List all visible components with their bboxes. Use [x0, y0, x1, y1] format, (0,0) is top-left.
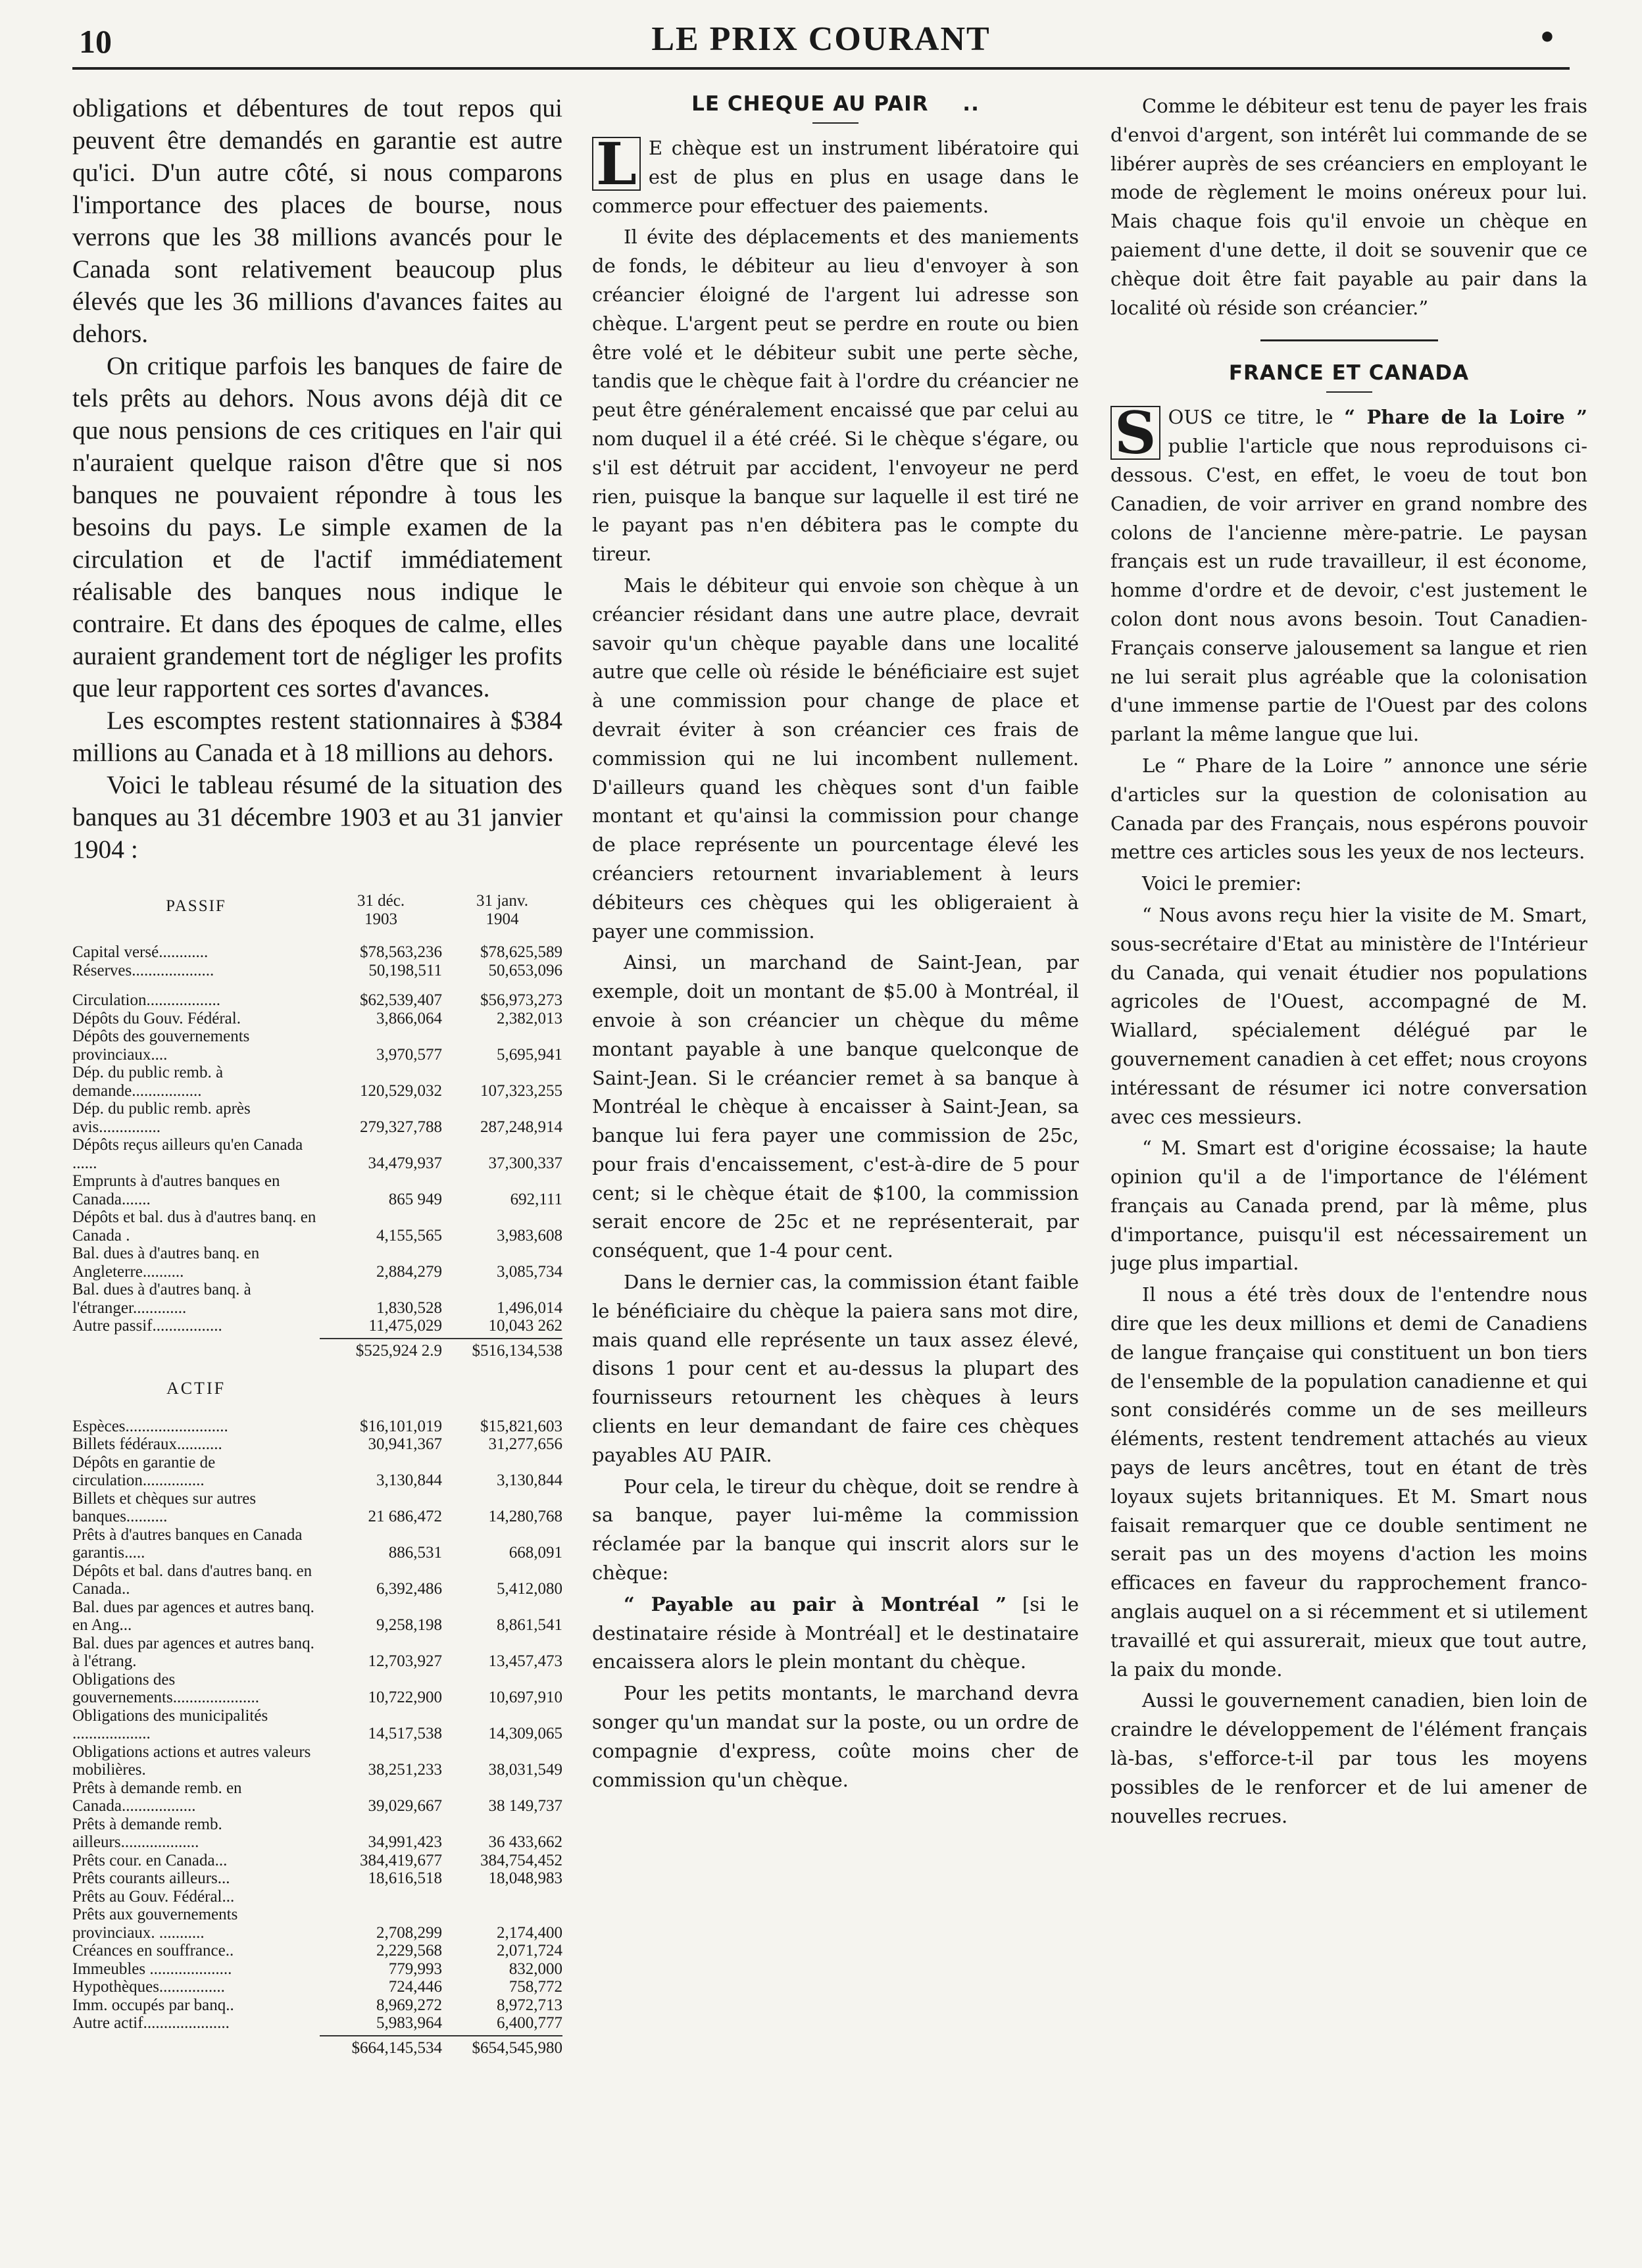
row-value-1903: 886,531: [388, 1544, 442, 1562]
row-value-1904: 36 433,662: [488, 1833, 562, 1851]
table-row: [72, 1208, 562, 1245]
row-label: Dépôts des gouvernements provinciaux....: [72, 1027, 250, 1064]
row-label: Autre actif.....................: [72, 2014, 230, 2032]
actif-total-1904: $654,545,980: [472, 2038, 562, 2057]
row-value-1904: $56,973,273: [480, 991, 562, 1009]
table-row: [72, 943, 562, 962]
col2-first-paragraph-text: E chèque est un instrument libératoire qui est de plus en plus en usage dans le commerce pour effectuer des paiements.: [592, 137, 1079, 217]
row-label: Prêts aux gouvernements provinciaux. ...........: [72, 1906, 238, 1942]
table-row: [72, 1317, 562, 1335]
table-row: [72, 1010, 562, 1028]
table-row: [72, 1978, 562, 1996]
heading-cheque-dots: ..: [962, 92, 980, 116]
row-label: Emprunts à d'autres banques en Canada.......: [72, 1172, 280, 1208]
row-label: Prêts à demande remb. en Canada..................: [72, 1779, 242, 1815]
row-value-1904: 10,043 262: [488, 1317, 562, 1335]
row-label: Dépôts et bal. dans d'autres banq. en Canada..: [72, 1562, 312, 1598]
row-value-1904: 38 149,737: [488, 1797, 562, 1815]
row-value-1903: $62,539,407: [360, 991, 442, 1009]
row-value-1903: 2,708,299: [376, 1923, 442, 1942]
col2-first-paragraph: [592, 130, 1079, 220]
table-row: [72, 1245, 562, 1281]
column-3: [1110, 92, 1587, 1833]
actif-title: ACTIF: [166, 1379, 226, 1398]
row-value-1904: $78,625,589: [480, 943, 562, 961]
row-label: Hypothèques................: [72, 1978, 225, 1996]
col1-paragraph-4: Voici le tableau résumé de la situation des banques au 31 décembre 1903 et au 31 janvier 1904 :: [72, 770, 562, 864]
row-value-1903: 2,884,279: [376, 1262, 442, 1281]
row-value-1904: 5,695,941: [497, 1045, 562, 1064]
row-label: Bal. dues par agences et autres banq. à l'étrang.: [72, 1634, 314, 1670]
row-value-1903: 279,327,788: [360, 1118, 442, 1136]
row-value-1904: 14,309,065: [488, 1725, 562, 1742]
col3-paragraph: Le “ Phare de la Loire ” annonce une série d'articles sur la question de colonisation au Canada par des Français, nous espérons pouvoir mettre ces articles sous les yeux de nos lecteurs.: [1110, 754, 1587, 864]
row-label: Espèces.........................: [72, 1417, 228, 1435]
table-row: [72, 1779, 562, 1815]
row-label: Dép. du public remb. après avis...............: [72, 1100, 251, 1136]
row-label: Dépôts en garantie de circulation...............: [72, 1453, 216, 1489]
table-row: [72, 1743, 562, 1779]
table-row: [72, 1888, 562, 1906]
table-row: [72, 962, 562, 980]
table-row: [72, 1815, 562, 1852]
table-row: [72, 1942, 562, 1960]
actif-rows: [72, 1418, 562, 2033]
row-value-1904: 10,697,910: [488, 1689, 562, 1706]
row-value-1903: 12,703,927: [368, 1652, 442, 1670]
row-value-1904: 384,754,452: [480, 1851, 562, 1869]
row-value-1903: 11,475,029: [368, 1317, 442, 1335]
col3-paragraph: Il nous a été très doux de l'entendre nous dire que les deux millions et demi de Canadiens de langue française qui constituent un bon tiers de l'ensemble de la population canadienne et qui sont considérés comme un de ses meilleurs éléments, restent tendrement attachés au vieux pays de leurs ancêtres, tout en étant de très loyaux sujets britanniques. Et M. Smart nous faisait remarquer que ce double sentiment ne serait pas un des moyens d'action les moins efficaces en faveur du rapprochement franco-anglais auquel on a si récemment et si utilement travaillé et qui assurerait, mieux que tout autre, la paix du monde.: [1110, 1283, 1587, 1681]
row-label: Dépôts et bal. dus à d'autres banq. en Canada .: [72, 1208, 316, 1245]
article-separator: [1260, 339, 1438, 341]
table-row: [72, 1996, 562, 2015]
table-row: [72, 1635, 562, 1671]
table-row: [72, 1281, 562, 1317]
row-label: Bal. dues par agences et autres banq. en Ang...: [72, 1598, 314, 1634]
table-row: [72, 991, 562, 1010]
col2-paragraph: Il évite des déplacements et des maniements de fonds, le débiteur au lieu d'envoyer à son créancier éloigné de l'argent lui adresse son chèque. L'argent peut se perdre en route ou bien être volé et le débiteur subit une perte sèche, tandis que le chèque fait à l'ordre du créancier ne peut être généralement encaissé que par celui au nom duquel il a été créé. Si le chèque s'égare, ou s'il est détruit par accident, l'envoyeur ne perd rien, puisque la banque sur laquelle il est tiré ne le payant pas n'en débitera pas le compte du tireur.: [592, 226, 1079, 566]
row-label: Capital versé............: [72, 943, 209, 961]
row-value-1903: 18,616,518: [368, 1869, 442, 1887]
column-2: [592, 92, 1079, 1797]
row-value-1904: 50,653,096: [488, 961, 562, 979]
column-header-1903: 31 déc. 1903: [357, 892, 405, 928]
table-row: [72, 1707, 562, 1743]
table-row: [72, 1172, 562, 1208]
col1-paragraph-3: Les escomptes restent stationnaires à $384 millions au Canada et à 18 millions au dehors.: [72, 706, 562, 767]
heading-cheque-text: LE CHEQUE AU PAIR: [691, 92, 929, 116]
row-value-1904: 5,412,080: [497, 1580, 562, 1598]
col3-paragraph: Aussi le gouvernement canadien, bien loin de craindre le développement de l'élément français là-bas, s'efforce-t-il par tous les moyens possibles de le renforcer et de lui amener de nouvelles recrues.: [1110, 1689, 1587, 1827]
row-value-1904: 8,861,541: [497, 1616, 562, 1634]
table-row: [72, 1027, 562, 1064]
row-value-1903: 120,529,032: [360, 1081, 442, 1100]
row-label: Bal. dues à d'autres banq. en Angleterre..........: [72, 1245, 260, 1281]
row-label: Billets fédéraux...........: [72, 1435, 222, 1453]
row-value-1904: 692,111: [510, 1190, 562, 1208]
row-value-1904: 6,400,777: [497, 2014, 562, 2032]
row-value-1904: $15,821,603: [480, 1417, 562, 1435]
intro-text-after: publie l'article que nous reproduisons ci-dessous. C'est, en effet, le voeu de tout bon Canadien, de voir arriver en grand nombre des colons de l'ancienne mère-patrie. Le paysan français est un rude travailleur, il est économe, homme d'ordre et de devoir, c'est justement le colon dont nous avons besoin. Tout Canadien-Français conserve jalousement sa langue et rien ne lui serait plus agréable que la colonisation d'une immense partie de l'Ouest par des colons parlant la même langue que lui.: [1110, 435, 1587, 746]
col3-paragraph: “ Nous avons reçu hier la visite de M. Smart, sous-secrétaire d'Etat au ministère de l'Intérieur du Canada, qui venait étudier nos populations agricoles de l'Ouest, accompagné de M. Wiallard, spécialement délégué par le gouvernement canadien à cet effet; nous croyons intéressant de résumer ici notre conversation avec ces messieurs.: [1110, 903, 1587, 1128]
row-value-1903: 34,479,937: [368, 1154, 442, 1172]
row-label: Dépôts du Gouv. Fédéral.: [72, 1009, 241, 1027]
row-value-1903: 38,251,233: [368, 1761, 442, 1779]
row-value-1903: 21 686,472: [368, 1508, 442, 1525]
row-value-1903: 8,969,272: [376, 1996, 442, 2014]
intro-text-before: OUS ce titre, le: [1168, 406, 1345, 429]
row-value-1904: 1,496,014: [497, 1298, 562, 1317]
row-label: Obligations actions et autres valeurs mobilières.: [72, 1742, 311, 1779]
heading-rule: [812, 122, 858, 124]
row-value-1904: 2,071,724: [497, 1942, 562, 1960]
col2-last-paragraph: Pour les petits montants, le marchand devra songer qu'un mandat sur la poste, ou un ordre de compagnie d'express, coûte moins cher de commission qu'un chèque.: [592, 1682, 1079, 1791]
row-value-1903: 30,941,367: [368, 1435, 442, 1453]
row-value-1903: 5,983,964: [376, 2014, 442, 2032]
row-value-1903: 3,866,064: [376, 1009, 442, 1027]
table-row: [72, 1136, 562, 1172]
row-value-1904: 3,983,608: [497, 1226, 562, 1245]
row-value-1904: 31,277,656: [488, 1435, 562, 1453]
col2-paragraph: Mais le débiteur qui envoie son chèque à un créancier résidant dans une autre place, devrait savoir qu'un chèque payable dans une localité autre que celle où réside le bénéficiaire est sujet à une commission pour change de place et devrait éviter à son créancier ces frais de commission qui ne lui incombent nullement. D'ailleurs quand les chèques sont d'un faible montant et qu'ainsi la commission pour change de place représente un pourcentage élevé les créanciers retournent invariablement à leurs débiteurs ces chèques qui les obligeraient à payer une commission.: [592, 574, 1079, 943]
row-value-1903: 1,830,528: [376, 1298, 442, 1317]
row-value-1904: 14,280,768: [488, 1508, 562, 1525]
row-label: Dép. du public remb. à demande.................: [72, 1064, 224, 1100]
row-value-1903: 2,229,568: [376, 1942, 442, 1960]
row-value-1903: 3,970,577: [376, 1045, 442, 1064]
row-label: Billets et chèques sur autres banques..........: [72, 1489, 257, 1525]
row-value-1904: 287,248,914: [480, 1118, 562, 1136]
header-mark: •: [1537, 21, 1556, 55]
row-value-1904: 2,382,013: [497, 1009, 562, 1027]
row-value-1904: 8,972,713: [497, 1996, 562, 2014]
row-value-1903: 10,722,900: [368, 1689, 442, 1706]
table-row: [72, 1906, 562, 1942]
row-value-1903: 9,258,198: [376, 1616, 442, 1634]
col3-paragraph: “ M. Smart est d'origine écossaise; la haute opinion qu'il a de l'importance de l'élément français au Canada prend, par là même, plus d'importance, puisqu'il est nécessairement un juge plus impartial.: [1110, 1137, 1587, 1275]
table-row: [72, 1100, 562, 1136]
row-label: Prêts au Gouv. Fédéral...: [72, 1887, 235, 1906]
row-gap: [72, 979, 562, 991]
row-label: Prêts cour. en Canada...: [72, 1851, 228, 1869]
table-row: [72, 1869, 562, 1888]
col2-quote-paragraph: [592, 1590, 1079, 1677]
phare-de-la-loire-name: “ Phare de la Loire ”: [1344, 406, 1587, 429]
col3-intro-paragraph: [1110, 399, 1587, 749]
table-row: [72, 1454, 562, 1490]
row-label: Obligations des gouvernements.....................: [72, 1670, 259, 1706]
row-label: Prêts courants ailleurs...: [72, 1869, 230, 1887]
row-value-1903: 724,446: [388, 1978, 442, 1996]
table-row: [72, 1852, 562, 1870]
row-value-1904: 3,130,844: [497, 1471, 562, 1489]
row-value-1903: 779,993: [388, 1960, 442, 1978]
table-row: [72, 1960, 562, 1979]
row-value-1904: 37,300,337: [488, 1154, 562, 1172]
row-label: Imm. occupés par banq..: [72, 1996, 234, 2014]
row-value-1904: 18,048,983: [488, 1869, 562, 1887]
row-label: Immeubles ....................: [72, 1960, 232, 1978]
heading-rule: [1326, 391, 1372, 393]
col2-paragraph: Dans le dernier cas, la commission étant faible le bénéficiaire du chèque la paiera sans mot dire, mais quand elle représente un taux assez élevé, disons 1 pour cent et au-dessus la plupart des fournisseurs retournent les chèques à leurs clients en leur demandant de faire ces chèques payables AU PAIR.: [592, 1271, 1079, 1466]
table-row: [72, 1490, 562, 1526]
table-row: [72, 1562, 562, 1598]
row-value-1903: $16,101,019: [360, 1417, 442, 1435]
passif-total-1903: $525,924 2.9: [355, 1341, 442, 1360]
passif-total-row: [320, 1338, 562, 1360]
row-value-1903: 34,991,423: [368, 1833, 442, 1851]
row-value-1903: 14,517,538: [368, 1725, 442, 1742]
table-row: [72, 1435, 562, 1454]
newspaper-title: LE PRIX COURANT: [651, 20, 991, 58]
row-label: Circulation..................: [72, 991, 220, 1009]
row-label: Autre passif.................: [72, 1317, 222, 1335]
table-row: [72, 1418, 562, 1436]
col1-paragraph-2: On critique parfois les banques de faire de tels prêts au dehors. Nous avons déjà dit ce que nous pensions de ces critiques en l'air qui n'auraient quelque raison d'être que si nos banques ne pouvaient répondre à tous les besoins du pays. Le simple examen de la circulation et de l'actif immédiatement réalisable des banques nous indique le contraire. Et dans des époques de calme, elles auraient grandement tort de négliger les profits que leur rapportent ces sortes d'avances.: [72, 351, 562, 703]
row-label: Obligations des municipalités ...................: [72, 1706, 268, 1742]
quote-payable-au-pair: “ Payable au pair à Montréal ”: [624, 1592, 1007, 1615]
passif-rows: [72, 943, 562, 1335]
column-1: [72, 92, 562, 2057]
article-heading-cheque: [592, 92, 1079, 116]
drop-cap-s: S: [1110, 406, 1160, 460]
row-value-1904: 13,457,473: [488, 1652, 562, 1670]
row-label: Dépôts reçus ailleurs qu'en Canada ......: [72, 1136, 303, 1172]
page-header: [72, 14, 1570, 70]
row-value-1904: 107,323,255: [480, 1081, 562, 1100]
col2-paragraph: Pour cela, le tireur du chèque, doit se rendre à sa banque, payer lui-même la commission réclamée par la banque qui inscrit alors sur le chèque:: [592, 1475, 1079, 1585]
row-value-1903: 3,130,844: [376, 1471, 442, 1489]
row-value-1903: $78,563,236: [360, 943, 442, 961]
article-heading-france-canada: FRANCE ET CANADA: [1228, 361, 1470, 385]
col2-paragraph: Ainsi, un marchand de Saint-Jean, par exemple, doit un montant de $5.00 à Montréal, il envoie à son créancier un chèque du même montant payable à une banque quelconque de Saint-Jean. Si le créancier remet à sa banque à Montréal le chèque à encaisser à Saint-Jean, sa banque lui fera payer une commission de 25c, pour frais d'encaissement, c'est-à-dire de 5 pour cent; si le chèque était de $100, la commission serait encore de 25c et ne représenterait, par conséquent, que 1-4 pour cent.: [592, 951, 1079, 1262]
row-label: Prêts à d'autres banques en Canada garantis.....: [72, 1525, 303, 1562]
table-row: [72, 1064, 562, 1100]
row-value-1903: 865 949: [388, 1190, 442, 1208]
passif-title: PASSIF: [166, 897, 226, 915]
table-row: [72, 2014, 562, 2033]
row-label: Prêts à demande remb. ailleurs...................: [72, 1815, 222, 1851]
row-value-1903: 384,419,677: [360, 1851, 442, 1869]
column-header-1904: 31 janv. 1904: [476, 892, 528, 928]
actif-total-row: [320, 2035, 562, 2058]
table-header: [72, 892, 562, 929]
row-label: Bal. dues à d'autres banq. à l'étranger.............: [72, 1281, 251, 1317]
quote-rest: [si le destinataire réside à Montréal] et le destinataire encaissera alors le plein montant du chèque.: [592, 1592, 1079, 1673]
row-label: Créances en souffrance..: [72, 1942, 234, 1960]
actif-total-1903: $664,145,534: [351, 2038, 442, 2057]
bank-statement-table: [72, 892, 562, 2057]
row-label: Réserves....................: [72, 961, 214, 979]
row-value-1904: 3,085,734: [497, 1262, 562, 1281]
row-value-1904: 668,091: [509, 1544, 562, 1562]
col3-paragraph-1: Comme le débiteur est tenu de payer les frais d'envoi d'argent, son intérêt lui commande de se libérer auprès de ses créanciers en employant le mode de règlement le moins onéreux pour lui. Mais chaque fois qu'il envoie un chèque en paiement d'une dette, il doit se souvenir que ce chèque doit être fait payable au pair dans la localité où réside son créancier.”: [1110, 95, 1587, 319]
row-value-1904: 38,031,549: [488, 1761, 562, 1779]
row-value-1903: 4,155,565: [376, 1226, 442, 1245]
table-row: [72, 1526, 562, 1562]
row-value-1904: 2,174,400: [497, 1923, 562, 1942]
row-value-1903: 50,198,511: [368, 961, 442, 979]
col1-paragraph-1: obligations et débentures de tout repos qui peuvent être demandés en garantie est autre qu'ici. D'un autre côté, si nous comparons l'importance des places de bourse, nous verrons que les 38 millions avancés pour le Canada sont relativement beaucoup plus élevés que les 36 millions d'avances faites au dehors.: [72, 93, 562, 348]
passif-total-1904: $516,134,538: [472, 1341, 562, 1360]
drop-cap-l: L: [592, 137, 641, 191]
row-value-1903: 39,029,667: [368, 1797, 442, 1815]
table-row: [72, 1671, 562, 1707]
page-number: 10: [79, 23, 112, 60]
row-value-1903: 6,392,486: [376, 1580, 442, 1598]
row-value-1904: 832,000: [509, 1960, 562, 1978]
table-row: [72, 1598, 562, 1635]
row-value-1904: 758,772: [509, 1978, 562, 1996]
col3-paragraph: Voici le premier:: [1142, 872, 1302, 895]
